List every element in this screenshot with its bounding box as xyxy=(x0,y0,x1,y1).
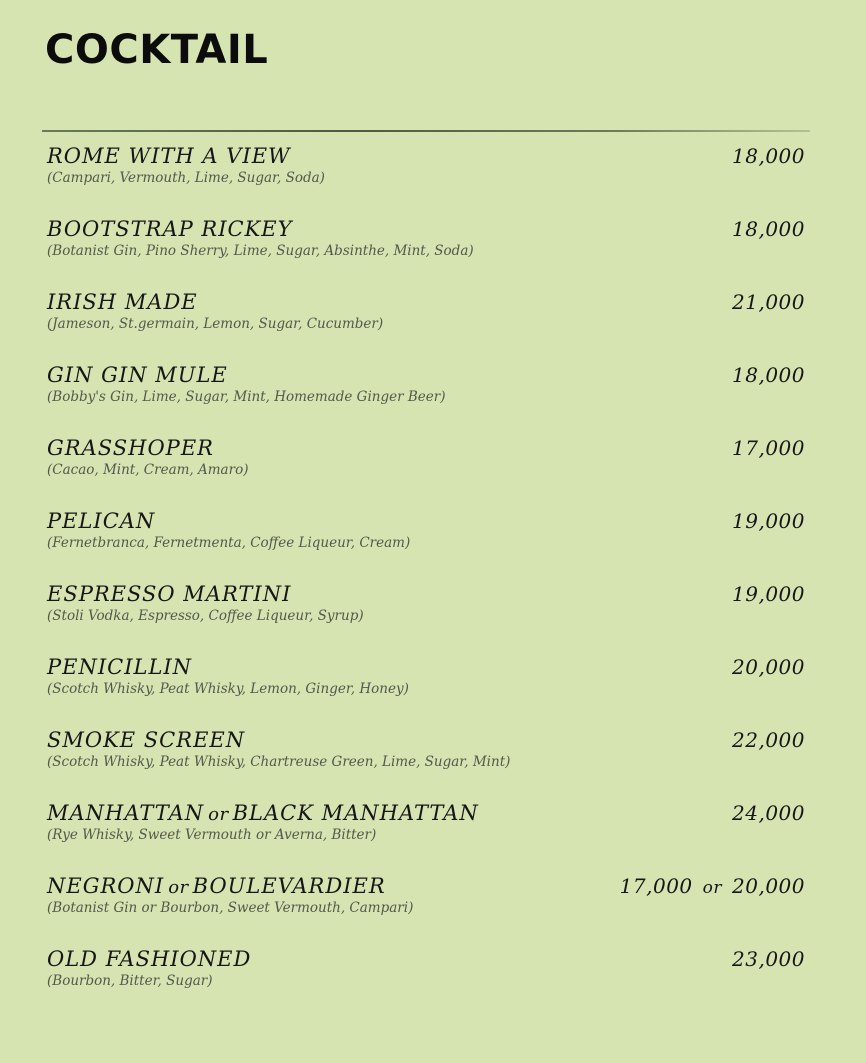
item-price: 19,000 xyxy=(732,582,805,606)
item-price: 18,000 xyxy=(732,144,805,168)
item-price-or: or xyxy=(702,878,723,898)
item-ingredients: (Bobby's Gin, Lime, Sugar, Mint, Homemade Ginger Beer) xyxy=(47,389,446,405)
item-ingredients: (Scotch Whisky, Peat Whisky, Lemon, Ginger, Honey) xyxy=(47,681,409,697)
item-name-option-b: BLACK MANHATTAN xyxy=(232,801,479,825)
cocktail-menu-list xyxy=(47,143,807,1019)
item-name: PELICAN xyxy=(47,509,156,533)
item-name-option-a: NEGRONI xyxy=(47,874,165,898)
item-ingredients: (Scotch Whisky, Peat Whisky, Chartreuse Green, Lime, Sugar, Mint) xyxy=(47,754,511,770)
page-title: COCKTAIL xyxy=(45,27,269,73)
item-price: 23,000 xyxy=(732,947,805,971)
item-ingredients: (Stoli Vodka, Espresso, Coffee Liqueur, Syrup) xyxy=(47,608,364,624)
item-name: BOOTSTRAP RICKEY xyxy=(47,217,293,241)
item-price: 18,000 xyxy=(732,363,805,387)
item-price: 22,000 xyxy=(732,728,805,752)
item-price: 17,000 xyxy=(732,436,805,460)
item-name-option-a: MANHATTAN xyxy=(47,801,205,825)
menu-item-rome-with-a-view xyxy=(47,143,807,216)
item-name-or: or xyxy=(168,877,189,898)
item-name: ESPRESSO MARTINI xyxy=(47,582,292,606)
item-name: OLD FASHIONED xyxy=(47,947,252,971)
item-price-option-b: 20,000 xyxy=(732,874,805,898)
item-ingredients: (Botanist Gin or Bourbon, Sweet Vermouth, Campari) xyxy=(47,900,414,916)
item-name: SMOKE SCREEN xyxy=(47,728,246,752)
item-name: GRASSHOPER xyxy=(47,436,214,460)
item-name: IRISH MADE xyxy=(47,290,198,314)
item-name: ROME WITH A VIEW xyxy=(47,144,291,168)
menu-item-espresso-martini xyxy=(47,581,807,654)
item-ingredients: (Bourbon, Bitter, Sugar) xyxy=(47,973,213,989)
item-name: PENICILLIN xyxy=(47,655,193,679)
title-divider xyxy=(42,130,810,132)
item-price: 18,000 xyxy=(732,217,805,241)
item-ingredients: (Botanist Gin, Pino Sherry, Lime, Sugar, Absinthe, Mint, Soda) xyxy=(47,243,474,259)
item-name xyxy=(47,873,386,901)
item-price: 19,000 xyxy=(732,509,805,533)
item-price xyxy=(620,873,805,901)
menu-item-grasshoper xyxy=(47,435,807,508)
item-ingredients: (Fernetbranca, Fernetmenta, Coffee Liqueur, Cream) xyxy=(47,535,411,551)
menu-item-old-fashioned xyxy=(47,946,807,1019)
menu-item-negroni xyxy=(47,873,807,946)
item-ingredients: (Jameson, St.germain, Lemon, Sugar, Cucumber) xyxy=(47,316,384,332)
item-ingredients: (Rye Whisky, Sweet Vermouth or Averna, Bitter) xyxy=(47,827,377,843)
item-ingredients: (Cacao, Mint, Cream, Amaro) xyxy=(47,462,249,478)
item-ingredients: (Campari, Vermouth, Lime, Sugar, Soda) xyxy=(47,170,325,186)
item-name: GIN GIN MULE xyxy=(47,363,228,387)
menu-item-pelican xyxy=(47,508,807,581)
menu-item-manhattan xyxy=(47,800,807,873)
item-name-or: or xyxy=(208,804,229,825)
menu-item-smoke-screen xyxy=(47,727,807,800)
item-price: 20,000 xyxy=(732,655,805,679)
item-name xyxy=(47,800,479,828)
item-name-option-b: BOULEVARDIER xyxy=(192,874,386,898)
menu-item-gin-gin-mule xyxy=(47,362,807,435)
item-price: 24,000 xyxy=(732,801,805,825)
menu-item-irish-made xyxy=(47,289,807,362)
menu-item-bootstrap-rickey xyxy=(47,216,807,289)
item-price-option-a: 17,000 xyxy=(619,874,693,898)
item-price: 21,000 xyxy=(732,290,805,314)
menu-item-penicillin xyxy=(47,654,807,727)
